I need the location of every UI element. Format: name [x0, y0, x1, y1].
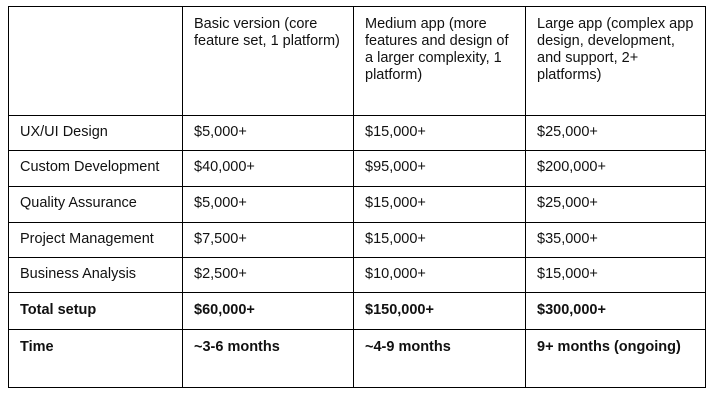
header-cell-medium: Medium app (more features and design of a larger complexity, 1 platform) — [354, 7, 526, 116]
medium-time-cell: ~4-9 months — [354, 330, 526, 388]
medium-cost-cell: $95,000+ — [354, 151, 526, 187]
basic-cost-cell: $7,500+ — [183, 223, 354, 258]
row-label: Custom Development — [9, 151, 183, 187]
table-row — [9, 223, 706, 258]
table-row — [9, 151, 706, 187]
large-cost-cell: $15,000+ — [526, 258, 706, 293]
table-row — [9, 187, 706, 223]
total-label: Total setup — [9, 293, 183, 330]
table-row — [9, 116, 706, 151]
large-total-cell: $300,000+ — [526, 293, 706, 330]
medium-cost-cell: $15,000+ — [354, 116, 526, 151]
medium-total-cell: $150,000+ — [354, 293, 526, 330]
row-label: UX/UI Design — [9, 116, 183, 151]
basic-cost-cell: $5,000+ — [183, 187, 354, 223]
medium-cost-cell: $15,000+ — [354, 223, 526, 258]
row-label: Project Management — [9, 223, 183, 258]
row-label: Business Analysis — [9, 258, 183, 293]
large-cost-cell: $25,000+ — [526, 187, 706, 223]
large-cost-cell: $200,000+ — [526, 151, 706, 187]
medium-cost-cell: $15,000+ — [354, 187, 526, 223]
medium-cost-cell: $10,000+ — [354, 258, 526, 293]
time-row — [9, 330, 706, 388]
table-header-row — [9, 7, 706, 116]
time-label: Time — [9, 330, 183, 388]
header-cell-basic: Basic version (core feature set, 1 platform) — [183, 7, 354, 116]
row-label: Quality Assurance — [9, 187, 183, 223]
header-cell-empty — [9, 7, 183, 116]
basic-cost-cell: $5,000+ — [183, 116, 354, 151]
large-time-cell: 9+ months (ongoing) — [526, 330, 706, 388]
large-cost-cell: $25,000+ — [526, 116, 706, 151]
table-row — [9, 258, 706, 293]
header-cell-large: Large app (complex app design, development, and support, 2+ platforms) — [526, 7, 706, 116]
large-cost-cell: $35,000+ — [526, 223, 706, 258]
total-setup-row — [9, 293, 706, 330]
basic-cost-cell: $2,500+ — [183, 258, 354, 293]
basic-time-cell: ~3-6 months — [183, 330, 354, 388]
basic-total-cell: $60,000+ — [183, 293, 354, 330]
app-cost-table — [8, 6, 706, 388]
basic-cost-cell: $40,000+ — [183, 151, 354, 187]
